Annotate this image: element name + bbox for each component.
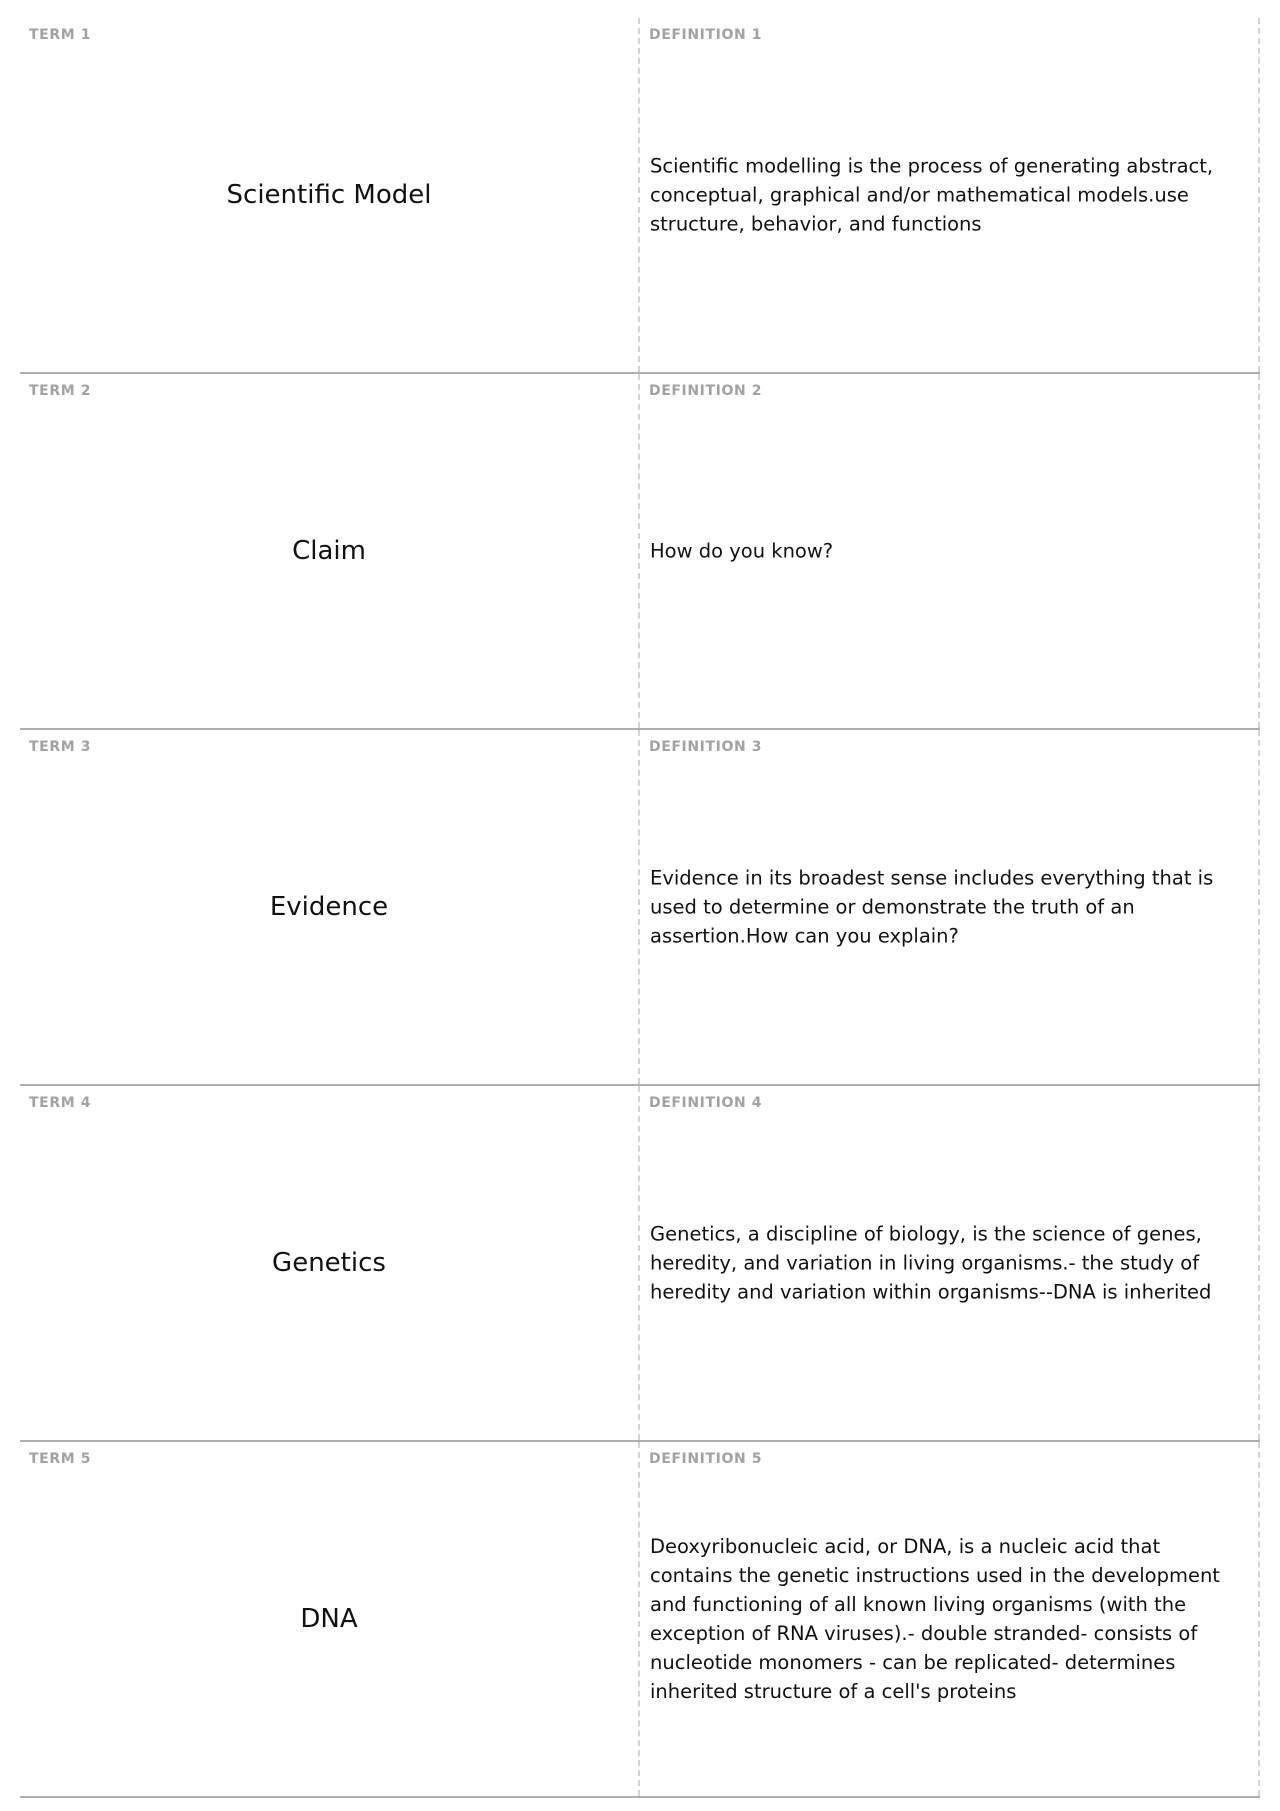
term-label: TERM 5: [29, 1451, 92, 1467]
term-cell: [20, 730, 640, 1084]
flashcard-row: [20, 374, 1260, 730]
flashcard-row: [20, 1442, 1260, 1798]
term-text: DNA: [300, 1604, 358, 1634]
definition-text: How do you know?: [650, 539, 834, 563]
definition-label: DEFINITION 4: [649, 1095, 763, 1111]
term-cell: [20, 18, 640, 372]
definition-cell: [640, 730, 1260, 1084]
term-cell: [20, 1442, 640, 1796]
flashcard-row: [20, 18, 1260, 374]
term-label: TERM 4: [29, 1095, 92, 1111]
definition-text: Evidence in its broadest sense includes everything that is used to determine or demonstrate the truth of an assertion.How can you explain?: [650, 866, 1214, 948]
definition-text: Genetics, a discipline of biology, is the science of genes, heredity, and variation in living organisms.- the study of heredity and variation within organisms--DNA is inherited: [650, 1222, 1212, 1304]
definition-cell: [640, 374, 1260, 728]
term-label: TERM 2: [29, 383, 92, 399]
term-text: Evidence: [269, 892, 389, 922]
definition-cell: [640, 1086, 1260, 1440]
term-label: TERM 1: [29, 27, 92, 43]
term-text: Scientific Model: [226, 180, 432, 210]
definition-text: Scientific modelling is the process of generating abstract, conceptual, graphical and/or mathematical models.use structure, behavior, and functions: [650, 154, 1214, 236]
term-label: TERM 3: [29, 739, 92, 755]
definition-label: DEFINITION 3: [649, 739, 763, 755]
definition-label: DEFINITION 5: [649, 1451, 763, 1467]
term-text: Genetics: [272, 1248, 386, 1278]
flashcard-row: [20, 730, 1260, 1086]
definition-label: DEFINITION 2: [649, 383, 763, 399]
definition-label: DEFINITION 1: [649, 27, 763, 43]
term-cell: [20, 1086, 640, 1440]
definition-text: Deoxyribonucleic acid, or DNA, is a nucleic acid that contains the genetic instructions used in the development and functioning of all known living organisms (with the exception of RNA viruses).- double stranded- consists of nucleotide monomers - can be replicated- determines inherited structure of a cell's proteins: [650, 1535, 1220, 1703]
term-text: Claim: [292, 536, 366, 566]
flashcard-sheet: [20, 18, 1260, 1798]
definition-cell: [640, 1442, 1260, 1796]
definition-cell: [640, 18, 1260, 372]
flashcard-row: [20, 1086, 1260, 1442]
term-cell: [20, 374, 640, 728]
